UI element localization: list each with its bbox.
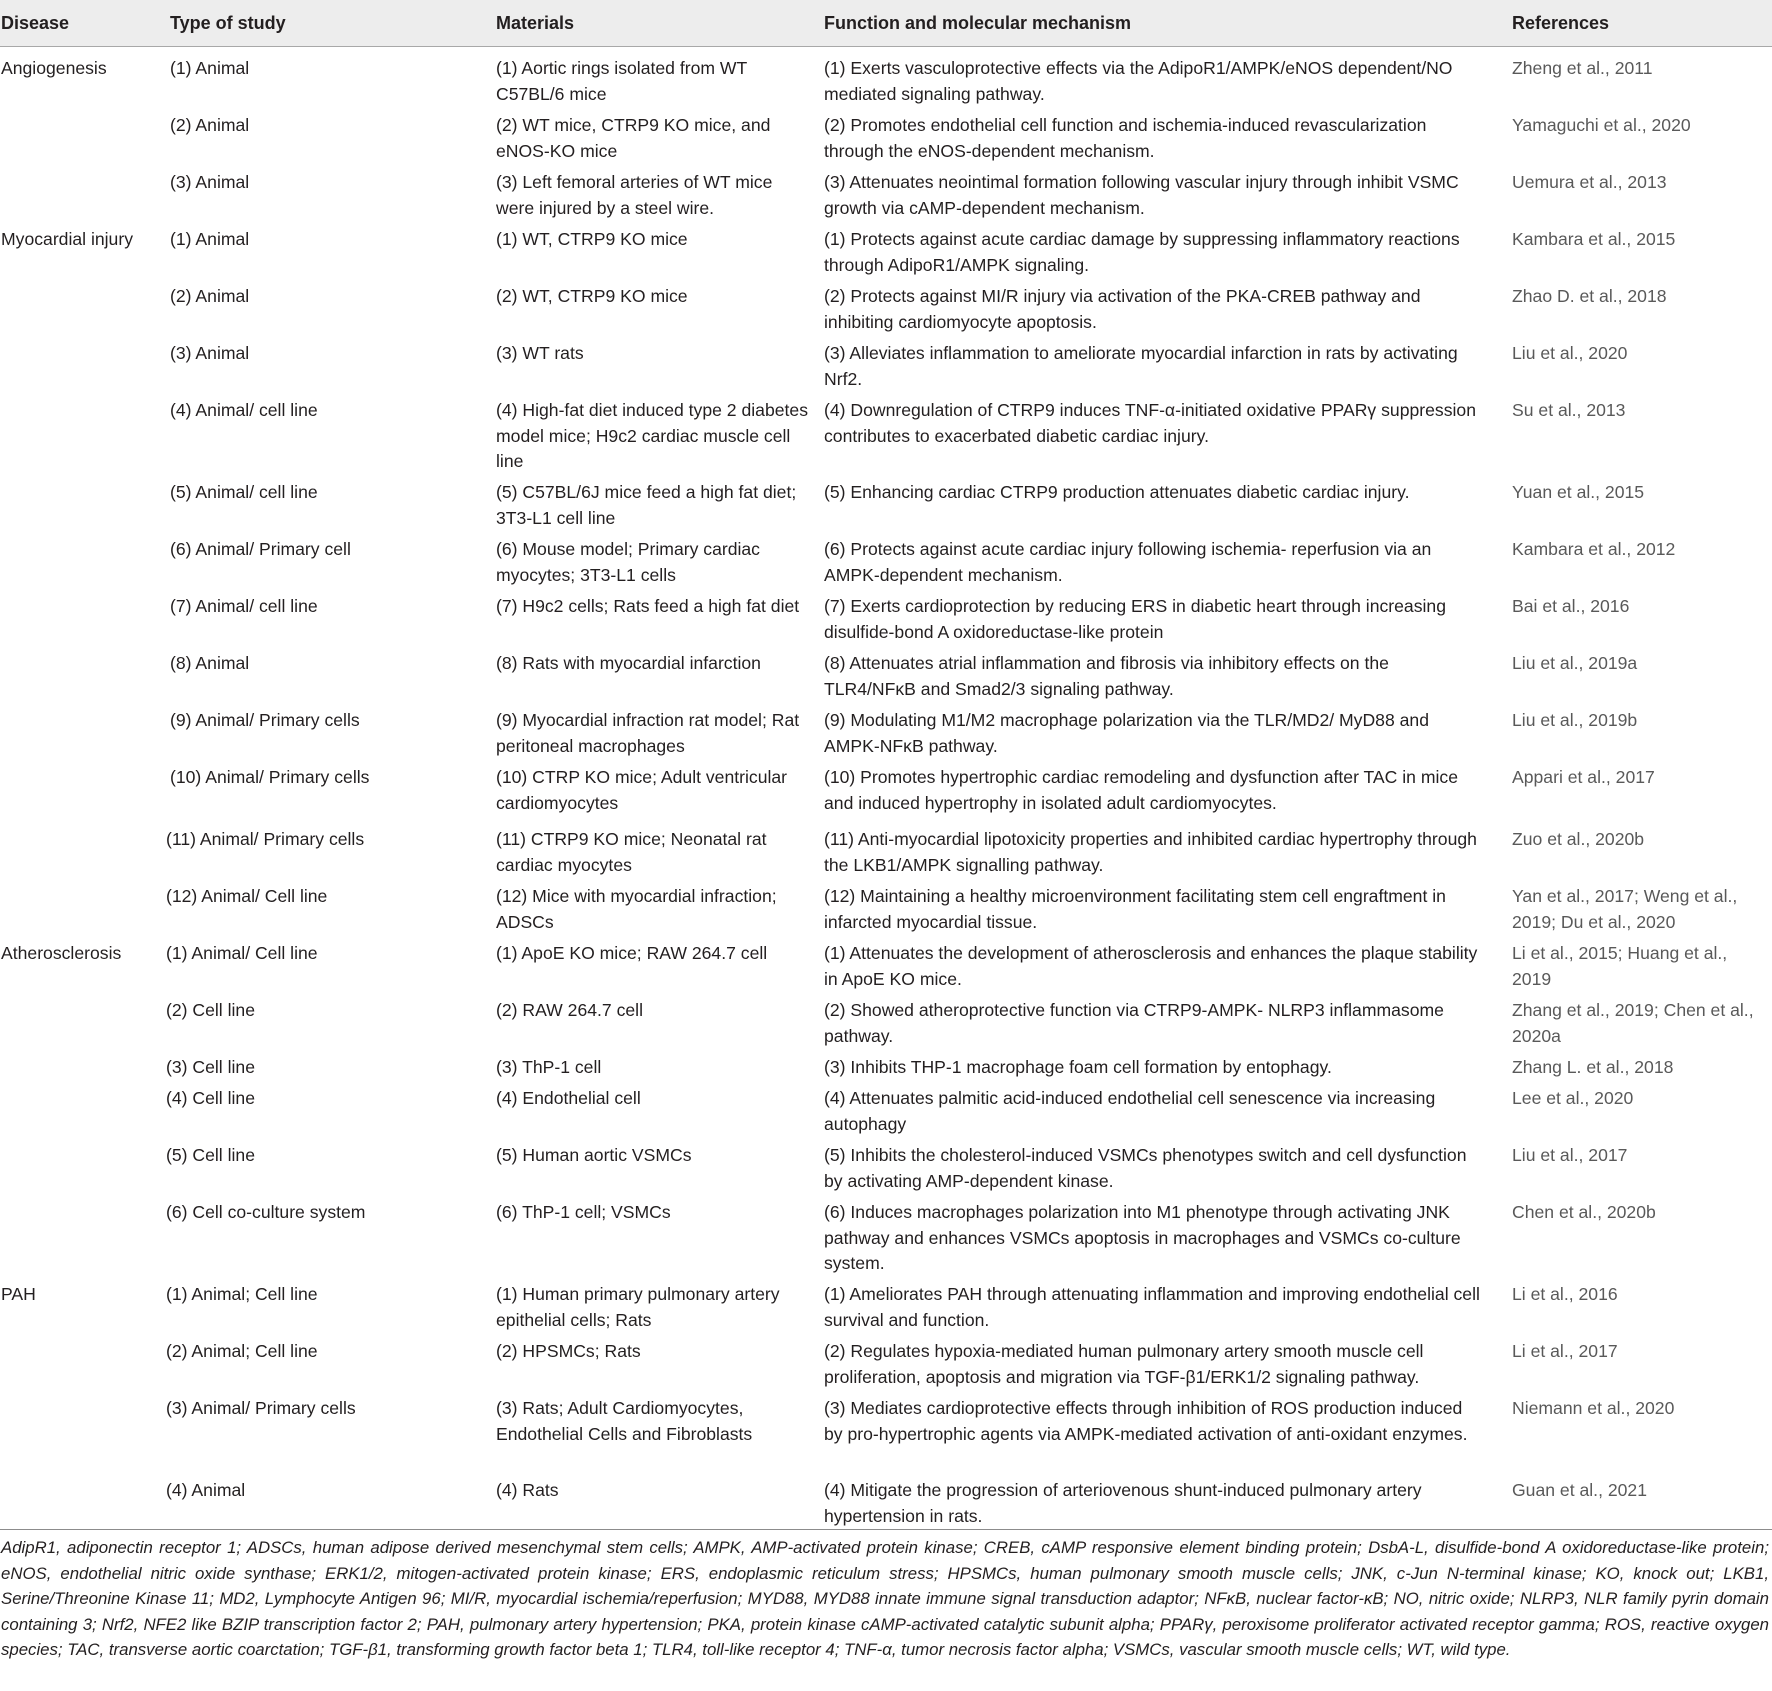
study-type-cell: (5) Animal/ cell line [170,482,318,502]
header-materials: Materials [496,13,575,33]
materials-cell: (9) Myocardial infraction rat model; Rat peritoneal macrophages [496,710,800,756]
function-cell: (12) Maintaining a healthy microenvironment facilitating stem cell engraftment in infarcted myocardial tissue. [824,886,1446,932]
study-type-cell: (2) Animal; Cell line [166,1341,318,1361]
reference-cell: Liu et al., 2017 [1512,1145,1628,1165]
header-references: References [1512,13,1610,33]
study-type-cell: (1) Animal; Cell line [166,1284,318,1304]
reference-cell: Guan et al., 2021 [1512,1480,1647,1500]
function-cell: (2) Regulates hypoxia-mediated human pulmonary artery smooth muscle cell proliferation, apoptosis and migration via TGF-β1/ERK1/2 signaling pathway. [824,1341,1424,1387]
reference-cell: Li et al., 2016 [1512,1284,1618,1304]
reference-cell: Liu et al., 2020 [1512,343,1628,363]
table-bottom-rule [0,1529,1772,1530]
reference-cell: Yuan et al., 2015 [1512,482,1645,502]
reference-cell: Chen et al., 2020b [1512,1202,1656,1222]
materials-cell: (3) ThP-1 cell [496,1057,602,1077]
function-cell: (4) Mitigate the progression of arteriovenous shunt-induced pulmonary artery hypertension in rats. [824,1480,1422,1526]
materials-cell: (1) Aortic rings isolated from WT C57BL/6 mice [496,58,747,104]
function-cell: (2) Protects against MI/R injury via activation of the PKA-CREB pathway and inhibiting cardiomyocyte apoptosis. [824,286,1421,332]
materials-cell: (1) Human primary pulmonary artery epithelial cells; Rats [496,1284,780,1330]
study-type-cell: (10) Animal/ Primary cells [170,767,370,787]
materials-cell: (4) Rats [496,1480,559,1500]
reference-cell: Zhang et al., 2019; Chen et al., 2020a [1512,1000,1754,1046]
function-cell: (1) Attenuates the development of atherosclerosis and enhances the plaque stability in ApoE KO mice. [824,943,1478,989]
function-cell: (4) Attenuates palmitic acid-induced endothelial cell senescence via increasing autophagy [824,1088,1436,1134]
reference-cell: Kambara et al., 2015 [1512,229,1676,249]
study-type-cell: (3) Animal [170,343,250,363]
function-cell: (1) Ameliorates PAH through attenuating inflammation and improving endothelial cell survival and function. [824,1284,1480,1330]
materials-cell: (11) CTRP9 KO mice; Neonatal rat cardiac myocytes [496,829,767,875]
function-cell: (5) Inhibits the cholesterol-induced VSMCs phenotypes switch and cell dysfunction by activating AMP-dependent kinase. [824,1145,1467,1191]
function-cell: (6) Protects against acute cardiac injury following ischemia- reperfusion via an AMPK-dependent mechanism. [824,539,1432,585]
function-cell: (8) Attenuates atrial inflammation and fibrosis via inhibitory effects on the TLR4/NFκB and Smad2/3 signaling pathway. [824,653,1389,699]
function-cell: (2) Showed atheroprotective function via CTRP9-AMPK- NLRP3 inflammasome pathway. [824,1000,1444,1046]
materials-cell: (1) ApoE KO mice; RAW 264.7 cell [496,943,768,963]
reference-cell: Lee et al., 2020 [1512,1088,1634,1108]
disease-cell: PAH [1,1284,36,1304]
materials-cell: (2) HPSMCs; Rats [496,1341,641,1361]
disease-cell: Angiogenesis [1,58,107,78]
header-type-of-study: Type of study [170,13,286,33]
reference-cell: Yan et al., 2017; Weng et al., 2019; Du et al., 2020 [1512,886,1738,932]
function-cell: (6) Induces macrophages polarization into M1 phenotype through activating JNK pathway and enhances VSMCs apoptosis in macrophages and VSMCs co-culture system. [824,1202,1461,1273]
function-cell: (3) Mediates cardioprotective effects through inhibition of ROS production induced by pro-hypertrophic agents via AMPK-mediated activation of anti-oxidant enzymes. [824,1398,1468,1444]
materials-cell: (7) H9c2 cells; Rats feed a high fat diet [496,596,800,616]
study-type-cell: (4) Cell line [166,1088,255,1108]
function-cell: (4) Downregulation of CTRP9 induces TNF-α-initiated oxidative PPARγ suppression contributes to exacerbated diabetic cardiac injury. [824,400,1476,446]
function-cell: (7) Exerts cardioprotection by reducing ERS in diabetic heart through increasing disulfide-bond A oxidoreductase-like protein [824,596,1446,642]
reference-cell: Kambara et al., 2012 [1512,539,1676,559]
materials-cell: (3) Left femoral arteries of WT mice were injured by a steel wire. [496,172,773,218]
function-cell: (3) Inhibits THP-1 macrophage foam cell formation by entophagy. [824,1057,1332,1077]
reference-cell: Li et al., 2017 [1512,1341,1618,1361]
materials-cell: (1) WT, CTRP9 KO mice [496,229,688,249]
table-header [0,0,1772,47]
header-function: Function and molecular mechanism [824,13,1132,33]
function-cell: (3) Attenuates neointimal formation following vascular injury through inhibit VSMC growth via cAMP-dependent mechanism. [824,172,1459,218]
study-type-cell: (4) Animal [166,1480,246,1500]
study-type-cell: (6) Cell co-culture system [166,1202,366,1222]
study-type-cell: (2) Animal [170,115,250,135]
materials-cell: (2) RAW 264.7 cell [496,1000,643,1020]
study-type-cell: (12) Animal/ Cell line [166,886,328,906]
header-disease: Disease [1,13,70,33]
function-cell: (9) Modulating M1/M2 macrophage polarization via the TLR/MD2/ MyD88 and AMPK-NFκB pathway. [824,710,1429,756]
reference-cell: Bai et al., 2016 [1512,596,1630,616]
study-type-cell: (1) Animal [170,58,250,78]
study-type-cell: (2) Animal [170,286,250,306]
disease-cell: Myocardial injury [1,229,133,249]
materials-cell: (6) Mouse model; Primary cardiac myocytes; 3T3-L1 cells [496,539,760,585]
materials-cell: (3) WT rats [496,343,584,363]
materials-cell: (12) Mice with myocardial infraction; ADSCs [496,886,777,932]
function-cell: (3) Alleviates inflammation to ameliorate myocardial infarction in rats by activating Nrf2. [824,343,1458,389]
materials-cell: (4) Endothelial cell [496,1088,641,1108]
reference-cell: Liu et al., 2019b [1512,710,1638,730]
reference-cell: Zhao D. et al., 2018 [1512,286,1667,306]
materials-cell: (3) Rats; Adult Cardiomyocytes, Endothelial Cells and Fibroblasts [496,1398,753,1444]
study-type-cell: (11) Animal/ Primary cells [166,829,365,849]
study-type-cell: (3) Cell line [166,1057,255,1077]
materials-cell: (2) WT mice, CTRP9 KO mice, and eNOS-KO mice [496,115,771,161]
study-type-cell: (6) Animal/ Primary cell [170,539,351,559]
reference-cell: Yamaguchi et al., 2020 [1512,115,1691,135]
materials-cell: (8) Rats with myocardial infarction [496,653,761,673]
abbreviations-footnote: AdipR1, adiponectin receptor 1; ADSCs, human adipose derived mesenchymal stem cells; AMPK, AMP-activated protein kinase; CREB, cAMP responsive element binding protein; DsbA-L, disulfide-bond A oxidoreductase-like protein; eNOS, endothelial nitric oxide synthase; ERK1/2, mitogen-activated protein kinase; ERS, endoplasmic reticulum stress; HPSMCs, human pulmonary smooth muscle cells; JNK, c-Jun N-terminal kinase; KO, knock out; LKB1, Serine/Threonine Kinase 11; MD2, Lymphocyte Antigen 96; MI/R, myocardial ischemia/reperfusion; MYD88, MYD88 innate immune signal transduction adaptor; NFκB, nuclear factor-κB; NO, nitric oxide; NLRP3, NLR family pyrin domain containing 3; Nrf2, NFE2 like BZIP transcription factor 2; PAH, pulmonary artery hypertension; PKA, protein kinase cAMP-activated catalytic subunit alpha; PPARγ, peroxisome proliferator activated receptor gamma; ROS, reactive oxygen species; TAC, transverse aortic coarctation; TGF-β1, transforming growth factor beta 1; TLR4, toll-like receptor 4; TNF-α, tumor necrosis factor alpha; VSMCs, vascular smooth muscle cells; WT, wild type. [1,1538,1769,1659]
study-type-cell: (8) Animal [170,653,250,673]
study-type-cell: (1) Animal [170,229,250,249]
reference-cell: Li et al., 2015; Huang et al., 2019 [1512,943,1728,989]
function-cell: (10) Promotes hypertrophic cardiac remodeling and dysfunction after TAC in mice and induced hypertrophy in isolated adult cardiomyocytes. [824,767,1458,813]
materials-cell: (6) ThP-1 cell; VSMCs [496,1202,671,1222]
study-type-cell: (1) Animal/ Cell line [166,943,318,963]
function-cell: (5) Enhancing cardiac CTRP9 production attenuates diabetic cardiac injury. [824,482,1410,502]
study-type-cell: (7) Animal/ cell line [170,596,318,616]
function-cell: (2) Promotes endothelial cell function and ischemia-induced revascularization through the eNOS-dependent mechanism. [824,115,1427,161]
reference-cell: Liu et al., 2019a [1512,653,1638,673]
study-type-cell: (3) Animal [170,172,250,192]
reference-cell: Zheng et al., 2011 [1512,58,1653,78]
materials-cell: (5) Human aortic VSMCs [496,1145,692,1165]
function-cell: (11) Anti-myocardial lipotoxicity properties and inhibited cardiac hypertrophy through the LKB1/AMPK signalling pathway. [824,829,1477,875]
study-type-cell: (4) Animal/ cell line [170,400,318,420]
reference-cell: Su et al., 2013 [1512,400,1626,420]
reference-cell: Uemura et al., 2013 [1512,172,1667,192]
materials-cell: (5) C57BL/6J mice feed a high fat diet; 3T3-L1 cell line [496,482,797,528]
reference-cell: Zuo et al., 2020b [1512,829,1645,849]
materials-cell: (4) High-fat diet induced type 2 diabetes model mice; H9c2 cardiac muscle cell line [496,400,808,471]
materials-cell: (10) CTRP KO mice; Adult ventricular cardiomyocytes [496,767,788,813]
disease-cell: Atherosclerosis [1,943,122,963]
study-type-cell: (9) Animal/ Primary cells [170,710,360,730]
study-type-cell: (3) Animal/ Primary cells [166,1398,356,1418]
function-cell: (1) Protects against acute cardiac damage by suppressing inflammatory reactions through AdipoR1/AMPK signaling. [824,229,1460,275]
study-type-cell: (2) Cell line [166,1000,255,1020]
reference-cell: Zhang L. et al., 2018 [1512,1057,1674,1077]
reference-cell: Niemann et al., 2020 [1512,1398,1675,1418]
study-type-cell: (5) Cell line [166,1145,255,1165]
materials-cell: (2) WT, CTRP9 KO mice [496,286,688,306]
reference-cell: Appari et al., 2017 [1512,767,1655,787]
function-cell: (1) Exerts vasculoprotective effects via the AdipoR1/AMPK/eNOS dependent/NO mediated signaling pathway. [824,58,1453,104]
